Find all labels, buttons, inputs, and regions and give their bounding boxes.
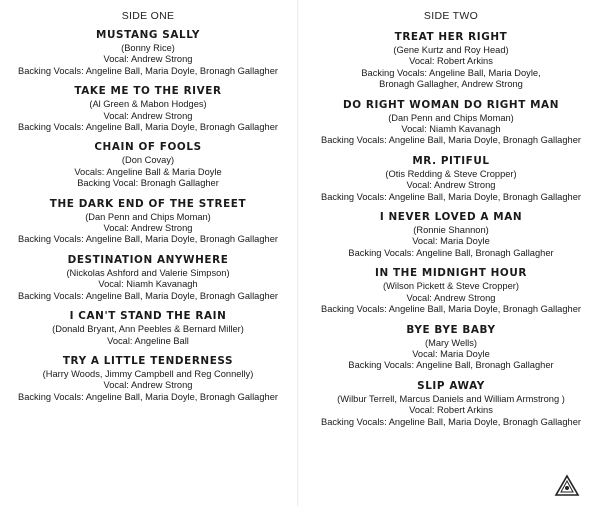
track-title: TREAT HER RIGHT [394, 31, 508, 43]
track-lead-vocal: Vocal: Andrew Strong [103, 380, 193, 391]
track-writers: (Gene Kurtz and Roy Head) [393, 45, 509, 55]
track-backing-vocals: Backing Vocals: Angeline Ball, Maria Doyle, Bronagh Gallagher [18, 391, 278, 402]
track-title: THE DARK END OF THE STREET [49, 197, 247, 210]
track-entry [0, 29, 296, 77]
track-backing-vocals: Backing Vocals: Angeline Ball, Maria Doyle, Bronagh Gallagher [321, 304, 581, 315]
side-two-track-list [302, 31, 600, 428]
track-lead-vocal: Vocal: Robert Arkins [409, 56, 493, 67]
track-writers: (Mary Wells) [425, 337, 477, 348]
track-entry [302, 267, 600, 315]
track-entry [302, 99, 600, 147]
side-one-track-list [0, 29, 296, 403]
track-entry [0, 198, 296, 246]
track-writers: (Don Covay) [121, 155, 175, 166]
track-title: MR. PITIFUL [412, 154, 490, 167]
side-one-heading: SIDE ONE [121, 10, 175, 22]
track-entry [302, 380, 600, 428]
track-entry [0, 141, 296, 189]
track-lead-vocal: Vocal: Andrew Strong [103, 223, 193, 234]
track-entry [302, 324, 600, 372]
track-backing-vocals: Backing Vocals: Angeline Ball, Maria Doyle, Bronagh Gallagher [321, 191, 581, 202]
track-lead-vocal: Vocal: Maria Doyle [412, 236, 490, 247]
track-writers: (Dan Penn and Chips Moman) [85, 211, 211, 222]
track-backing-vocals: Backing Vocals: Angeline Ball, Maria Doyle, Bronagh Gallagher [321, 416, 581, 427]
track-entry [302, 211, 600, 259]
track-backing-vocals: Backing Vocals: Angeline Ball, Maria Doyle, Bronagh Gallagher [18, 122, 278, 133]
track-backing-vocals: Backing Vocals: Angeline Ball, Maria Doyle, Bronagh Gallagher [18, 65, 278, 76]
track-writers: (Dan Penn and Chips Moman) [388, 112, 514, 123]
track-writers: (Wilbur Terrell, Marcus Daniels and William Armstrong ) [337, 393, 565, 404]
track-backing-vocals: Backing Vocal: Bronagh Gallagher [77, 178, 219, 189]
track-backing-vocals: Backing Vocals: Angeline Ball, Maria Doyle, Bronagh Gallagher [18, 234, 278, 245]
track-lead-vocal: Vocal: Andrew Strong [103, 110, 193, 121]
track-title: MUSTANG SALLY [96, 29, 200, 41]
track-title: DO RIGHT WOMAN DO RIGHT MAN [342, 98, 559, 111]
track-title: TRY A LITTLE TENDERNESS [62, 354, 234, 367]
track-entry [302, 155, 600, 203]
track-entry [302, 31, 600, 91]
track-writers: (Wilson Pickett & Steve Cropper) [383, 281, 519, 292]
side-two-heading: SIDE TWO [423, 10, 479, 22]
track-lead-vocal: Vocal: Andrew Strong [406, 180, 496, 191]
track-writers: (Nickolas Ashford and Valerie Simpson) [66, 267, 230, 278]
recycle-logo-icon [554, 474, 580, 498]
track-title: BYE BYE BABY [406, 323, 496, 336]
track-entry [0, 310, 296, 347]
track-title: CHAIN OF FOOLS [94, 141, 202, 154]
side-one-column [0, 0, 296, 403]
track-lead-vocal: Vocal: Maria Doyle [412, 348, 490, 359]
track-lead-vocal: Vocal: Niamh Kavanagh [401, 124, 501, 135]
track-title: I NEVER LOVED A MAN [379, 211, 523, 224]
track-writers: (Harry Woods, Jimmy Campbell and Reg Connelly) [42, 368, 254, 379]
track-title: IN THE MIDNIGHT HOUR [375, 267, 527, 280]
track-credit-line: Bronagh Gallagher, Andrew Strong [379, 79, 523, 90]
track-lead-vocal: Vocal: Niamh Kavanagh [98, 279, 198, 290]
track-lead-vocal: Vocal: Andrew Strong [103, 54, 193, 65]
track-lead-vocal: Vocals: Angeline Ball & Maria Doyle [74, 166, 222, 177]
track-lead-vocal: Vocal: Robert Arkins [409, 405, 493, 416]
track-title: TAKE ME TO THE RIVER [74, 85, 222, 98]
track-entry [0, 85, 296, 133]
track-backing-vocals: Backing Vocals: Angeline Ball, Bronagh Gallagher [348, 360, 554, 371]
track-backing-vocals: Backing Vocals: Angeline Ball, Maria Doyle, [361, 67, 541, 78]
track-backing-vocals: Backing Vocals: Angeline Ball, Maria Doyle, Bronagh Gallagher [321, 135, 581, 146]
track-backing-vocals: Backing Vocals: Angeline Ball, Bronagh Gallagher [348, 247, 554, 258]
track-writers: (Ronnie Shannon) [413, 225, 489, 236]
track-entry [0, 355, 296, 403]
track-lead-vocal: Vocal: Angeline Ball [107, 335, 189, 346]
track-writers: (Otis Redding & Steve Cropper) [385, 168, 517, 179]
page-fold [297, 0, 299, 506]
track-title: DESTINATION ANYWHERE [67, 253, 229, 266]
track-writers: (Bonny Rice) [121, 43, 175, 53]
track-title: I CAN'T STAND THE RAIN [69, 310, 227, 323]
track-writers: (Al Green & Mabon Hodges) [89, 99, 207, 110]
side-two-column [302, 0, 600, 428]
track-title: SLIP AWAY [417, 379, 485, 392]
track-writers: (Donald Bryant, Ann Peebles & Bernard Miller) [52, 324, 244, 335]
track-entry [0, 254, 296, 302]
track-backing-vocals: Backing Vocals: Angeline Ball, Maria Doyle, Bronagh Gallagher [18, 290, 278, 301]
track-lead-vocal: Vocal: Andrew Strong [406, 292, 496, 303]
